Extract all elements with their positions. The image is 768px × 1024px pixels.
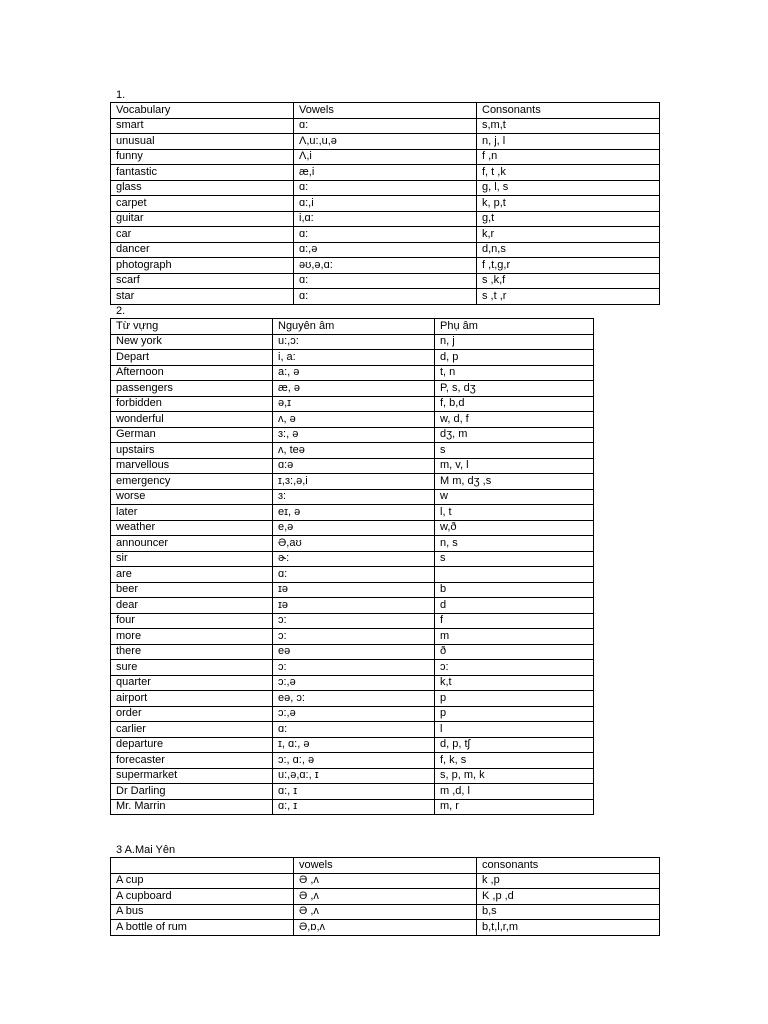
table-row bbox=[111, 242, 660, 258]
vowel-cell: u:,ə,ɑ:, ɪ bbox=[273, 768, 435, 784]
column-header: Vowels bbox=[294, 103, 477, 119]
table-row bbox=[111, 273, 660, 289]
consonant-cell: b bbox=[435, 582, 594, 598]
consonant-cell: s ,t ,r bbox=[477, 289, 660, 305]
vowel-cell: Ə,aʊ bbox=[273, 536, 435, 552]
table-row bbox=[111, 289, 660, 305]
table-row bbox=[111, 149, 660, 165]
word-cell: weather bbox=[111, 520, 273, 536]
vowel-cell: Ə ,ʌ bbox=[294, 873, 477, 889]
table-row bbox=[111, 365, 594, 381]
vowel-cell: ɔ: bbox=[273, 660, 435, 676]
vowel-cell: ɔ: bbox=[273, 629, 435, 645]
table-row bbox=[111, 118, 660, 134]
word-cell: car bbox=[111, 227, 294, 243]
vowel-cell: ə,ɪ bbox=[273, 396, 435, 412]
vowel-cell: i, a: bbox=[273, 350, 435, 366]
table-row bbox=[111, 520, 594, 536]
consonant-cell: b,s bbox=[477, 904, 660, 920]
consonant-cell: f ,n bbox=[477, 149, 660, 165]
word-cell: later bbox=[111, 505, 273, 521]
consonant-cell: k,t bbox=[435, 675, 594, 691]
word-cell: funny bbox=[111, 149, 294, 165]
consonant-cell: f, b,d bbox=[435, 396, 594, 412]
table-row bbox=[111, 165, 660, 181]
vowel-cell: əʊ,ə,ɑ: bbox=[294, 258, 477, 274]
word-cell: glass bbox=[111, 180, 294, 196]
consonant-cell: m bbox=[435, 629, 594, 645]
table-row bbox=[111, 505, 594, 521]
consonant-cell: K ,p ,d bbox=[477, 889, 660, 905]
consonant-cell: k,r bbox=[477, 227, 660, 243]
consonant-cell: m ,d, l bbox=[435, 784, 594, 800]
vowel-cell: ɑ: bbox=[294, 289, 477, 305]
consonant-cell: g,t bbox=[477, 211, 660, 227]
word-cell: sir bbox=[111, 551, 273, 567]
consonant-cell: k ,p bbox=[477, 873, 660, 889]
word-cell: carlier bbox=[111, 722, 273, 738]
column-header bbox=[111, 858, 294, 874]
vowel-cell: Ə,ɒ,ʌ bbox=[294, 920, 477, 936]
word-cell: sure bbox=[111, 660, 273, 676]
word-cell: Afternoon bbox=[111, 365, 273, 381]
table-row bbox=[111, 582, 594, 598]
consonant-cell: s bbox=[435, 551, 594, 567]
vowel-cell: ɪ,ɜ:,ə,i bbox=[273, 474, 435, 490]
vowel-cell: æ,i bbox=[294, 165, 477, 181]
section-1-label: 1. bbox=[116, 89, 126, 101]
column-header: Nguyên âm bbox=[273, 319, 435, 335]
table-row bbox=[111, 722, 594, 738]
table-row bbox=[111, 629, 594, 645]
word-cell: A bus bbox=[111, 904, 294, 920]
column-header: consonants bbox=[477, 858, 660, 874]
table-row bbox=[111, 691, 594, 707]
consonant-cell: f, k, s bbox=[435, 753, 594, 769]
table-row bbox=[111, 889, 660, 905]
vowel-cell: ɔ:,ə bbox=[273, 706, 435, 722]
table-row bbox=[111, 567, 594, 583]
column-header: Vocabulary bbox=[111, 103, 294, 119]
consonant-cell: P, s, dʒ bbox=[435, 381, 594, 397]
table-row bbox=[111, 551, 594, 567]
table-row bbox=[111, 799, 594, 815]
word-cell: dancer bbox=[111, 242, 294, 258]
word-cell: Mr. Marrin bbox=[111, 799, 273, 815]
table-row bbox=[111, 474, 594, 490]
consonant-cell: M m, dʒ ,s bbox=[435, 474, 594, 490]
word-cell: four bbox=[111, 613, 273, 629]
vowel-cell: ɔ:,ə bbox=[273, 675, 435, 691]
consonant-cell: s, p, m, k bbox=[435, 768, 594, 784]
word-cell: German bbox=[111, 427, 273, 443]
table-row bbox=[111, 458, 594, 474]
vowel-cell: u:,ɔ: bbox=[273, 334, 435, 350]
word-cell: unusual bbox=[111, 134, 294, 150]
column-header: Phụ âm bbox=[435, 319, 594, 335]
vowel-cell: ɑ: bbox=[294, 118, 477, 134]
word-cell: are bbox=[111, 567, 273, 583]
table-row bbox=[111, 920, 660, 936]
table-row bbox=[111, 381, 594, 397]
consonant-cell: f ,t,g,r bbox=[477, 258, 660, 274]
vocabulary-table-2 bbox=[110, 318, 594, 815]
consonant-cell: w, d, f bbox=[435, 412, 594, 428]
vowel-cell: ɪə bbox=[273, 598, 435, 614]
word-cell: there bbox=[111, 644, 273, 660]
vowel-cell: eə bbox=[273, 644, 435, 660]
word-cell: upstairs bbox=[111, 443, 273, 459]
consonant-cell: f bbox=[435, 613, 594, 629]
table-row bbox=[111, 227, 660, 243]
consonant-cell: ɔ: bbox=[435, 660, 594, 676]
consonant-cell bbox=[435, 567, 594, 583]
consonant-cell: w,ð bbox=[435, 520, 594, 536]
vowel-cell: ɪ, ɑ:, ə bbox=[273, 737, 435, 753]
consonant-cell: s,m,t bbox=[477, 118, 660, 134]
consonant-cell: m, v, l bbox=[435, 458, 594, 474]
word-cell: marvellous bbox=[111, 458, 273, 474]
word-cell: forecaster bbox=[111, 753, 273, 769]
vocabulary-table-1 bbox=[110, 102, 660, 305]
table-row bbox=[111, 737, 594, 753]
word-cell: A bottle of rum bbox=[111, 920, 294, 936]
table-row bbox=[111, 706, 594, 722]
consonant-cell: f, t ,k bbox=[477, 165, 660, 181]
consonant-cell: t, n bbox=[435, 365, 594, 381]
vowel-cell: ɑ:, ɪ bbox=[273, 784, 435, 800]
word-cell: airport bbox=[111, 691, 273, 707]
word-cell: Dr Darling bbox=[111, 784, 273, 800]
word-cell: smart bbox=[111, 118, 294, 134]
word-cell: Depart bbox=[111, 350, 273, 366]
table-row bbox=[111, 134, 660, 150]
vowel-cell: ɚ: bbox=[273, 551, 435, 567]
table-row bbox=[111, 334, 594, 350]
word-cell: scarf bbox=[111, 273, 294, 289]
column-header: Consonants bbox=[477, 103, 660, 119]
word-cell: New york bbox=[111, 334, 273, 350]
consonant-cell: d bbox=[435, 598, 594, 614]
vowel-cell: ɑ:,i bbox=[294, 196, 477, 212]
vowel-cell: ɜ:, ə bbox=[273, 427, 435, 443]
table-header-row bbox=[111, 319, 594, 335]
table-row bbox=[111, 396, 594, 412]
vowel-cell: Ə ,ʌ bbox=[294, 904, 477, 920]
vowel-cell: ɑ: bbox=[294, 227, 477, 243]
vowel-cell: e,ə bbox=[273, 520, 435, 536]
column-header: vowels bbox=[294, 858, 477, 874]
word-cell: carpet bbox=[111, 196, 294, 212]
vowel-cell: ɑ: bbox=[273, 567, 435, 583]
vowel-cell: ɑ: bbox=[294, 180, 477, 196]
consonant-cell: d,n,s bbox=[477, 242, 660, 258]
vowel-cell: Ə ,ʌ bbox=[294, 889, 477, 905]
word-cell: passengers bbox=[111, 381, 273, 397]
vowel-cell: ɪə bbox=[273, 582, 435, 598]
word-cell: guitar bbox=[111, 211, 294, 227]
table-row bbox=[111, 350, 594, 366]
word-cell: A cupboard bbox=[111, 889, 294, 905]
word-cell: emergency bbox=[111, 474, 273, 490]
vowel-cell: ɑ: bbox=[294, 273, 477, 289]
word-cell: dear bbox=[111, 598, 273, 614]
consonant-cell: k, p,t bbox=[477, 196, 660, 212]
consonant-cell: m, r bbox=[435, 799, 594, 815]
column-header: Từ vựng bbox=[111, 319, 273, 335]
vowel-cell: ɔ:, ɑ:, ə bbox=[273, 753, 435, 769]
vowel-cell: i,ɑ: bbox=[294, 211, 477, 227]
word-cell: forbidden bbox=[111, 396, 273, 412]
vowel-cell: ɔ: bbox=[273, 613, 435, 629]
vowel-cell: ɜ: bbox=[273, 489, 435, 505]
consonant-cell: dʒ, m bbox=[435, 427, 594, 443]
consonant-cell: s bbox=[435, 443, 594, 459]
table-row bbox=[111, 443, 594, 459]
word-cell: more bbox=[111, 629, 273, 645]
vowel-cell: æ, ə bbox=[273, 381, 435, 397]
table-row bbox=[111, 598, 594, 614]
vowel-cell: Ʌ,u:,u,ə bbox=[294, 134, 477, 150]
consonant-cell: ð bbox=[435, 644, 594, 660]
vowel-cell: Ʌ,i bbox=[294, 149, 477, 165]
word-cell: A cup bbox=[111, 873, 294, 889]
table-row bbox=[111, 427, 594, 443]
table-row bbox=[111, 753, 594, 769]
vowel-cell: ʌ, ə bbox=[273, 412, 435, 428]
vowel-cell: ʌ, teə bbox=[273, 443, 435, 459]
table-row bbox=[111, 536, 594, 552]
word-cell: order bbox=[111, 706, 273, 722]
consonant-cell: l, t bbox=[435, 505, 594, 521]
table-header-row bbox=[111, 103, 660, 119]
consonant-cell: d, p, tʃ bbox=[435, 737, 594, 753]
table-row bbox=[111, 211, 660, 227]
consonant-cell: b,t,l,r,m bbox=[477, 920, 660, 936]
table-row bbox=[111, 180, 660, 196]
vowel-cell: a:, ə bbox=[273, 365, 435, 381]
vowel-cell: eɪ, ə bbox=[273, 505, 435, 521]
table-row bbox=[111, 613, 594, 629]
word-cell: worse bbox=[111, 489, 273, 505]
word-cell: announcer bbox=[111, 536, 273, 552]
table-row bbox=[111, 644, 594, 660]
word-cell: supermarket bbox=[111, 768, 273, 784]
table-row bbox=[111, 489, 594, 505]
table-row bbox=[111, 904, 660, 920]
table-row bbox=[111, 196, 660, 212]
vowel-cell: ɑ: bbox=[273, 722, 435, 738]
section-2-label: 2. bbox=[116, 305, 126, 317]
word-cell: wonderful bbox=[111, 412, 273, 428]
vowel-cell: eə, ɔ: bbox=[273, 691, 435, 707]
word-cell: star bbox=[111, 289, 294, 305]
consonant-cell: l bbox=[435, 722, 594, 738]
vocabulary-table-3 bbox=[110, 857, 660, 936]
table-row bbox=[111, 768, 594, 784]
consonant-cell: p bbox=[435, 706, 594, 722]
table-row bbox=[111, 873, 660, 889]
consonant-cell: s ,k,f bbox=[477, 273, 660, 289]
consonant-cell: n, j bbox=[435, 334, 594, 350]
table-row bbox=[111, 675, 594, 691]
vowel-cell: ɑ:ə bbox=[273, 458, 435, 474]
consonant-cell: n, j, l bbox=[477, 134, 660, 150]
vowel-cell: ɑ:,ə bbox=[294, 242, 477, 258]
word-cell: departure bbox=[111, 737, 273, 753]
consonant-cell: p bbox=[435, 691, 594, 707]
word-cell: photograph bbox=[111, 258, 294, 274]
vowel-cell: ɑ:, ɪ bbox=[273, 799, 435, 815]
table-header-row bbox=[111, 858, 660, 874]
section-3-label: 3 A.Mai Yên bbox=[116, 844, 176, 856]
consonant-cell: g, l, s bbox=[477, 180, 660, 196]
consonant-cell: d, p bbox=[435, 350, 594, 366]
table-row bbox=[111, 412, 594, 428]
word-cell: quarter bbox=[111, 675, 273, 691]
table-row bbox=[111, 258, 660, 274]
table-row bbox=[111, 784, 594, 800]
consonant-cell: w bbox=[435, 489, 594, 505]
consonant-cell: n, s bbox=[435, 536, 594, 552]
table-row bbox=[111, 660, 594, 676]
word-cell: fantastic bbox=[111, 165, 294, 181]
word-cell: beer bbox=[111, 582, 273, 598]
